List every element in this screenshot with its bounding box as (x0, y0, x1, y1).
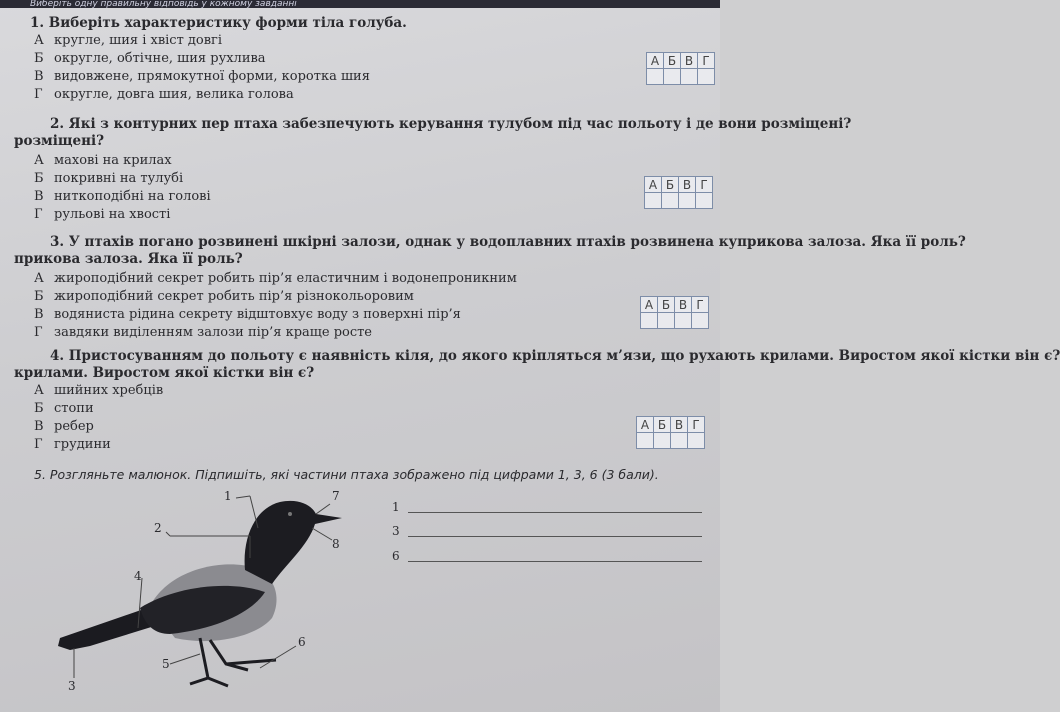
option-g: Г рульові на хвості (34, 207, 171, 222)
question-text: У птахів погано розвинені шкірні залози, однак у водоплавних птахів розвинена куприкова залоза. Яка її роль? (68, 234, 966, 250)
answer-cell[interactable] (664, 69, 681, 85)
figure-label: 1 (224, 489, 232, 503)
answer-grid-3[interactable]: А Б В Г (640, 296, 709, 329)
question-text-cont: розміщені? (14, 133, 105, 149)
question-text-cont: крилами. Виростом якої кістки він є? (14, 365, 315, 381)
option-g: Г округле, довга шия, велика голова (34, 87, 294, 102)
option-a: А кругле, шия і хвіст довгі (34, 33, 223, 48)
question-3: 3. У птахів погано розвинені шкірні залози, однак у водоплавних птахів розвинена куприкова залоза. Яка її роль? прикова залоза. Яка її роль? (14, 234, 966, 267)
answer-cell[interactable] (637, 433, 654, 449)
answer-cell[interactable] (641, 313, 658, 329)
question-number: 1. (30, 15, 45, 31)
answer-underline[interactable] (408, 536, 702, 537)
worksheet-page: Виберіть одну правильну відповідь у кожному завданні 1. Виберіть характеристику форми тіла голуба. А кругле, шия і хвіст довгі Б округле, обтічне, шия рухлива В видовжене, прямокутної форми, коротка шия Г округле, довга шия, велика голова А Б В Г 2. Які з контурних пер птаха забезпечують керування тулубом під час польоту і де вони розміщені? розміщені? А махові на крилах Б покривні на тулубі В ниткоподібні на голові Г рульові на хвості А Б В Г 3. У птахів погано розвинені шкірні залози, однак у водоплавних птахів розвинена куприкова залоза. Яка її роль? прикова залоза. Яка її роль? А жироподібний секрет робить пір’я еластичним і водонепроникним Б жироподібний секрет робить пір’я різнокольоровим В водяниста рідина секрету відштовхує воду з поверхні пір’я Г завдяки виділенням залози пір’я краще росте А Б В Г 4. Пристосуванням до польоту є наявність кіля, до якого кріпляться м’язи, що рухають крилами. Виростом якої кістки він є? крилами. Виростом якої кістки він є? А шийних хребців Б стопи В ребер Г грудини А Б В Г 5. Розгляньте малюнок. Підпишіть, які частини птаха зображено під цифрами 1, 3, 6 (3 бали). 1 2 3 4 5 6 7 8 1 3 6 (0, 0, 720, 712)
figure-label: 5 (162, 657, 170, 671)
option-v: В видовжене, прямокутної форми, коротка шия (34, 69, 370, 84)
answer-cell[interactable] (692, 313, 709, 329)
answer-cell[interactable] (658, 313, 675, 329)
bird-illustration (50, 488, 370, 712)
option-a: А шийних хребців (34, 383, 164, 398)
answer-grid-1[interactable]: А Б В Г (646, 52, 715, 85)
figure-label: 2 (154, 521, 162, 535)
option-b: Б жироподібний секрет робить пір’я різнокольоровим (34, 289, 414, 304)
question-5: 5. Розгляньте малюнок. Підпишіть, які частини птаха зображено під цифрами 1, 3, 6 (3 бали). (34, 467, 659, 482)
bird-head (245, 501, 342, 584)
question-1 (14, 14, 720, 104)
answer-cell[interactable] (671, 433, 688, 449)
answer-cell[interactable] (681, 69, 698, 85)
option-a: А махові на крилах (34, 153, 172, 168)
question-4: 4. Пристосуванням до польоту є наявність кіля, до якого кріпляться м’язи, що рухають крилами. Виростом якої кістки він є? крилами. Виростом якої кістки він є? (14, 348, 1060, 381)
answer-cell[interactable] (688, 433, 705, 449)
figure-label: 6 (298, 635, 306, 649)
answer-cell[interactable] (654, 433, 671, 449)
figure-label: 3 (68, 679, 76, 693)
answer-cell[interactable] (696, 193, 713, 209)
question-text-cont: прикова залоза. Яка її роль? (14, 251, 243, 267)
question-text: Розгляньте малюнок. Підпишіть, які частини птаха зображено під цифрами 1, 3, 6 (3 бали). (49, 467, 659, 482)
answer-underline[interactable] (408, 561, 702, 562)
option-g: Г завдяки виділенням залози пір’я краще росте (34, 325, 373, 340)
answer-grid-2[interactable]: А Б В Г (644, 176, 713, 209)
answer-cell[interactable] (647, 69, 664, 85)
figure-label: 8 (332, 537, 340, 551)
option-a: А жироподібний секрет робить пір’я еластичним і водонепроникним (34, 271, 517, 286)
option-v: В ниткоподібні на голові (34, 189, 211, 204)
answer-cell[interactable] (675, 313, 692, 329)
bird-legs (190, 638, 276, 686)
bird-eye (288, 512, 292, 516)
option-b: Б стопи (34, 401, 94, 416)
figure-label: 7 (332, 489, 340, 503)
question-text: Виберіть характеристику форми тіла голуба. (48, 15, 407, 31)
answer-cell[interactable] (698, 69, 715, 85)
question-text: Які з контурних пер птаха забезпечують керування тулубом під час польоту і де вони розміщені? (68, 116, 852, 132)
figure-label: 4 (134, 569, 142, 583)
header-strip: Виберіть одну правильну відповідь у кожному завданні (0, 0, 720, 8)
option-v: В водяниста рідина секрету відштовхує воду з поверхні пір’я (34, 307, 461, 322)
question-2: 2. Які з контурних пер птаха забезпечують керування тулубом під час польоту і де вони розміщені? розміщені? (14, 116, 852, 149)
question-text: Пристосуванням до польоту є наявність кіля, до якого кріпляться м’язи, що рухають крилами. Виростом якої кістки він є? (68, 348, 1060, 364)
answer-cell[interactable] (679, 193, 696, 209)
option-b: Б покривні на тулубі (34, 171, 184, 186)
option-v: В ребер (34, 419, 94, 434)
option-b: Б округле, обтічне, шия рухлива (34, 51, 266, 66)
answer-cell[interactable] (645, 193, 662, 209)
answer-underline[interactable] (408, 512, 702, 513)
option-g: Г грудини (34, 437, 111, 452)
answer-grid-4[interactable]: А Б В Г (636, 416, 705, 449)
answer-cell[interactable] (662, 193, 679, 209)
